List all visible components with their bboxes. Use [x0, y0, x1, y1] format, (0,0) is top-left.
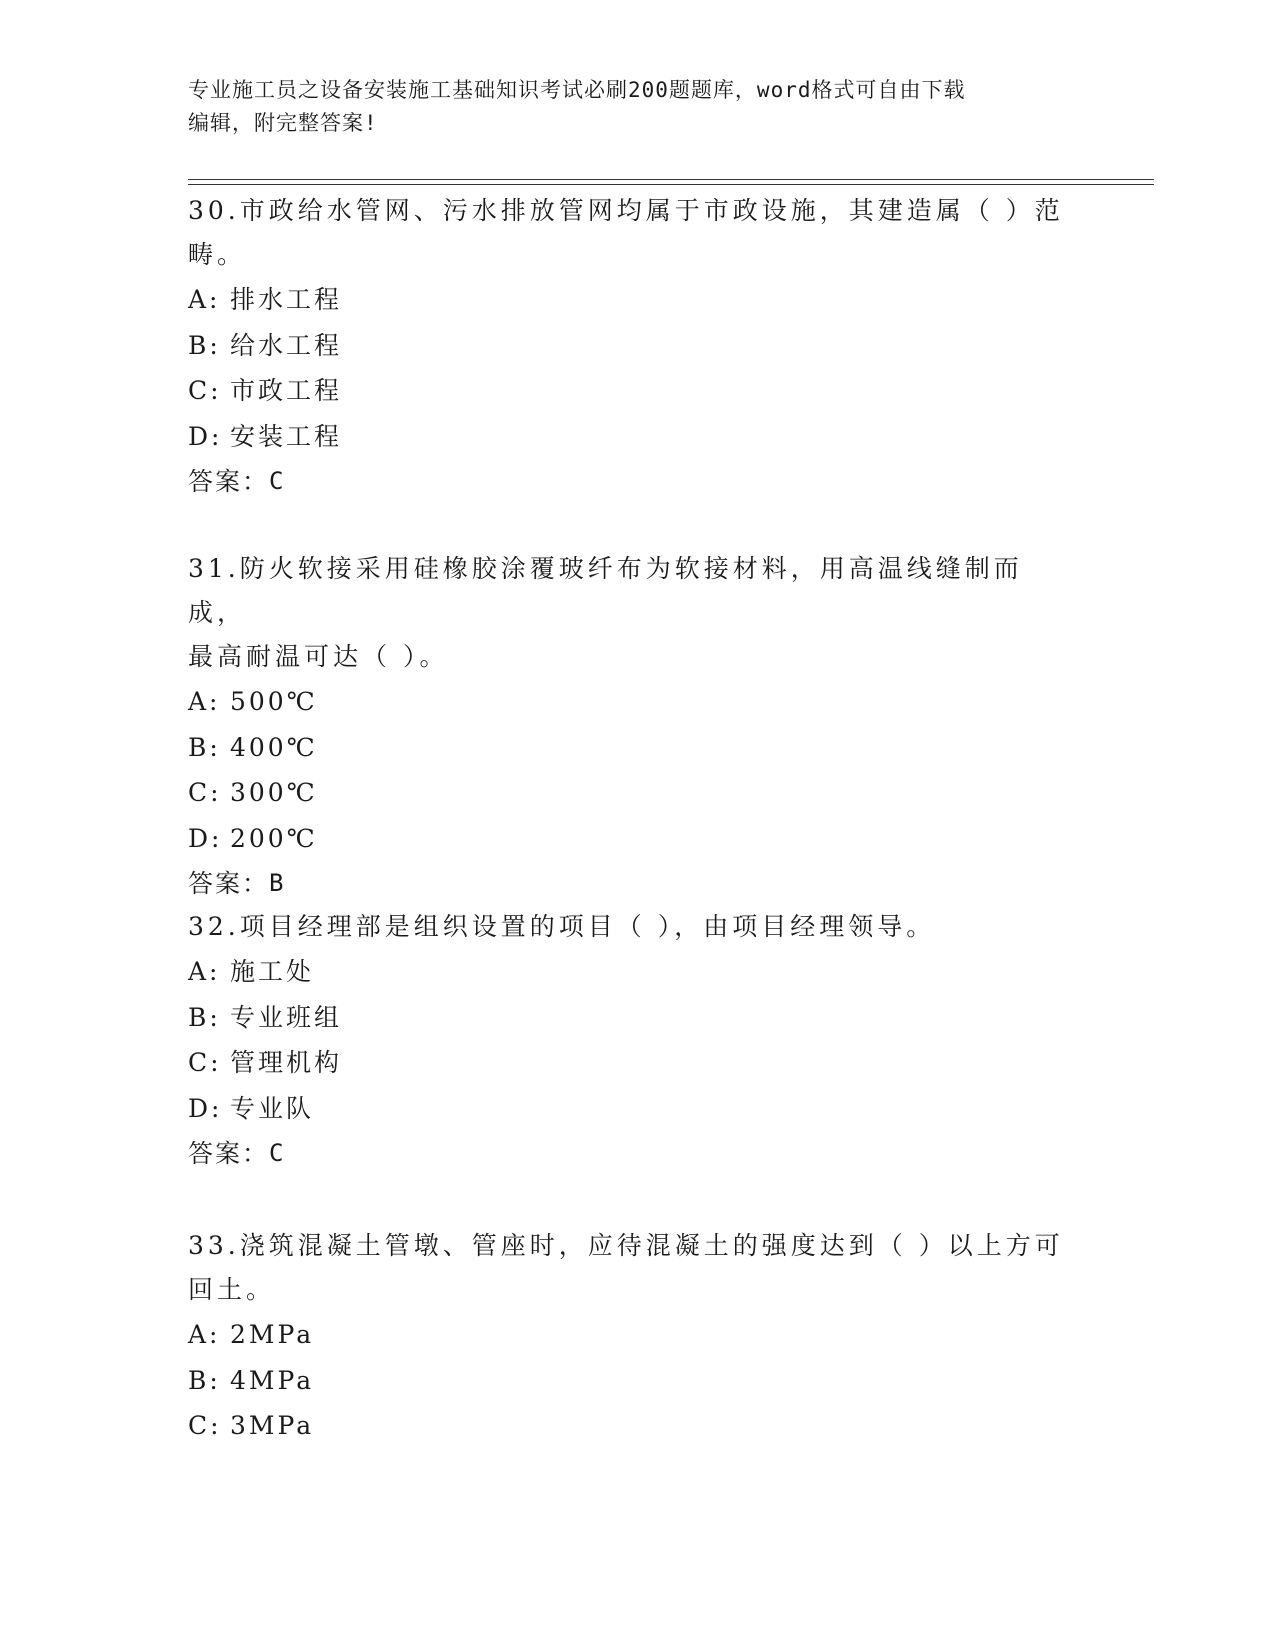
question-text: 30.市政给水管网、污水排放管网均属于市政设施，其建造属（ ）范: [188, 196, 1064, 225]
question-text: 31.防火软接采用硅橡胶涂覆玻纤布为软接材料，用高温线缝制而成，: [188, 554, 1023, 627]
question-text: 33.浇筑混凝土管墩、管座时，应待混凝土的强度达到（ ）以上方可: [188, 1231, 1064, 1260]
option-b: B: 4MPa: [188, 1365, 315, 1395]
option-d: D: 安装工程: [188, 421, 343, 451]
option-a: A: 排水工程: [188, 285, 343, 314]
question-31: [188, 547, 1068, 906]
option-c: C: 管理机构: [188, 1048, 343, 1077]
option-a: A: 施工处: [188, 957, 315, 986]
question-text-cont: 回土。: [188, 1275, 276, 1304]
question-text: 32.项目经理部是组织设置的项目（ ），由项目经理领导。: [188, 912, 936, 941]
document-header: [188, 74, 1068, 140]
answer: 答案： C: [188, 467, 286, 496]
header-line-2: 编辑，附完整答案!: [188, 111, 378, 135]
question-32: [188, 905, 1068, 1176]
option-a: A: 2MPa: [188, 1320, 315, 1349]
header-divider-top: [188, 179, 1154, 180]
question-text-cont: 最高耐温可达（ ）。: [188, 642, 449, 671]
option-d: D: 200℃: [188, 823, 318, 853]
option-b: B: 专业班组: [188, 1002, 343, 1032]
option-a: A: 500℃: [188, 687, 318, 716]
option-c: C: 3MPa: [188, 1411, 315, 1440]
option-b: B: 400℃: [188, 732, 318, 762]
question-33: [188, 1224, 1068, 1449]
question-text-cont: 畴。: [188, 240, 247, 269]
option-c: C: 市政工程: [188, 376, 343, 405]
option-c: C: 300℃: [188, 778, 318, 807]
option-b: B: 给水工程: [188, 330, 343, 360]
header-line-1: 专业施工员之设备安装施工基础知识考试必刷200题题库，word格式可自由下载: [188, 78, 966, 102]
answer: 答案： C: [188, 1139, 286, 1168]
question-30: [188, 189, 1068, 504]
option-d: D: 专业队: [188, 1093, 315, 1123]
answer: 答案： B: [188, 869, 286, 898]
header-divider-bottom: [188, 184, 1154, 185]
